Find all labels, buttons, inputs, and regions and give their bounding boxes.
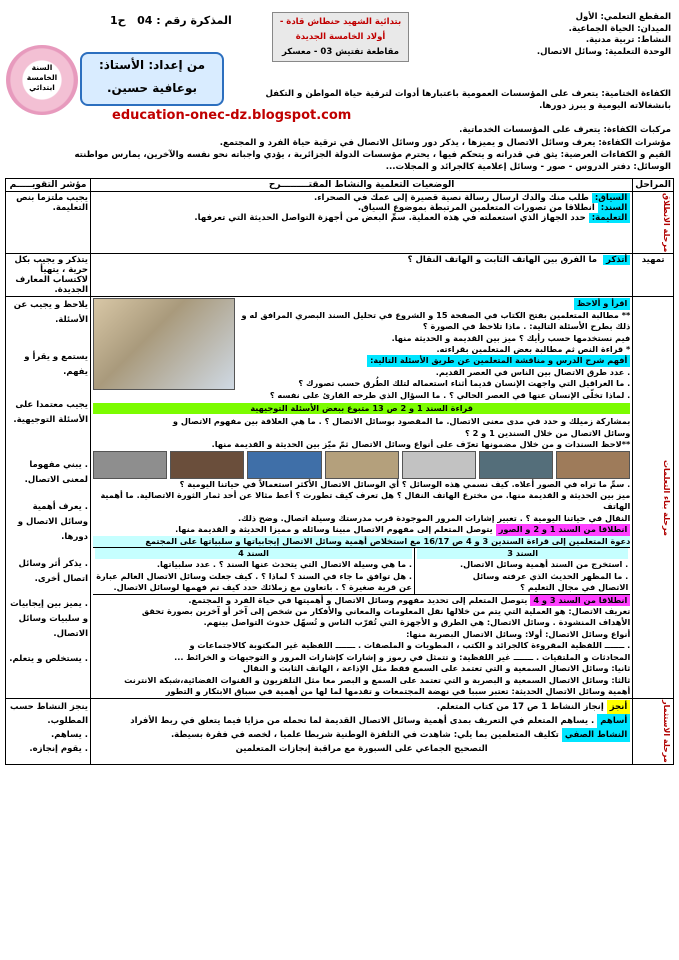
competency-line: الكفاءة الختامية: يتعرف على المؤسسات العمومية باعتبارها أدوات لترقية حياة المواطن و التكفل — [265, 89, 671, 99]
intro-question: ما الفرق بين الهاتف الثابت و الهاتف النقال ؟ — [407, 255, 598, 266]
build-line: . لماذا تخلّى الإنسان عنها في العصر الحالي ؟ . ما السؤال الذي طرحه القارئ على نفسه ؟ — [269, 389, 631, 400]
media-image — [479, 451, 553, 479]
phase-intro: تمهيد — [633, 254, 674, 297]
sanad34-bar: انطلاقا من السند 3 و 4يتوصل المتعلم إلى تحديد مفهوم وسائل الاتصال و أهميتها في حياة الفرد و المجتمع. — [93, 595, 630, 606]
phase-build: مرحلة بناء التعلمات — [633, 297, 674, 699]
build-line: * قراءة النص ثم مطالبة بعض المتعلمين بقراءته. — [436, 343, 631, 354]
build-line: أفهم شرح الدرس و مناقشة المتعلمين عن طريق الأسئلة التالية: — [239, 355, 630, 366]
lesson-table — [5, 178, 674, 765]
phase-invest: مرحلة الاستثمار — [633, 699, 674, 765]
author-name: بوعافية حسين. — [106, 81, 198, 95]
invest-line: أنجزإنجاز النشاط 1 ص 17 من كتاب المتعلم. — [93, 700, 630, 714]
build-line: . ما العراقيل التي واجهت الإنسان قديما أثناء استعماله لتلك الطُرق حسب تصورك ؟ — [298, 378, 631, 389]
build-top — [93, 298, 630, 401]
invest-line: التصحيح الجماعي على السبورة مع مراقبة إنجازات المتعلمين — [235, 744, 488, 755]
build-line: . عدد طرق الاتصال بين الناس في العصر القديم. — [435, 366, 631, 377]
phase-launch: مرحلة الانطلاق — [633, 192, 674, 254]
meta-line: المقطع التعلمي: الأول — [575, 12, 671, 22]
define-line: أنواع وسائل الاتصال: أولا: وسائل الاتصال البصرية منها: — [406, 628, 631, 639]
read-observe-tag: اقرأ و ألاحظ — [574, 298, 630, 309]
define-line: المحادثات و الملتقيات . ـــــــ غير اللفظية: و تتمثل في رموز و إشارات كإشارات المرور و التوجيهات و الخرائط ... — [174, 651, 631, 662]
grade-line: ابتدائي — [29, 83, 55, 92]
context-line: السياق:طلب منك والدك ارسال رسالة نصية قصيرة إلى عمك في الصحراء. — [93, 193, 630, 203]
competency-line: مؤشرات الكفاءة: يعرف وسائل الاتصال و يميزها ، يذكر دور وسائل الاتصال في ترقية حياة الفرد و المجتمع. — [219, 137, 671, 148]
launch-eval: يجيب ملتزما بنص التعليمة. — [6, 192, 91, 254]
remember-tag: أتذكر — [603, 255, 630, 265]
competency-lines — [11, 88, 671, 173]
invest-content — [91, 699, 633, 765]
media-image — [325, 451, 399, 479]
grade-line: الخامسة — [26, 73, 58, 82]
sanad-3: السند 3 . استخرج من السند أهمية وسائل الاتصال. . ما المظهر الحديث الذي عرفته وسائل الاتصال في مجال التعليم ؟ — [414, 548, 630, 594]
media-image — [556, 451, 630, 479]
define-line: الأهداف المنشودة . وسائل الاتصال: هي الطرق و الأجهزة التي تُقرّب الناس و تُسهّل حدوث التواصل بينهم. — [203, 617, 631, 628]
call-bar: دعوة المتعلمين إلى قراءة السندين 3 و 4 ص 16/17 مع استخلاص أهمية وسائل الاتصال إيجابياتها و سلبياتها على المجتمع — [93, 536, 630, 547]
read-bar: قراءة السند 1 و 2 ص 13 متبوع ببعض الأسئلة التوجيهية — [93, 403, 630, 414]
sanad-4: السند 4 . ما هي وسيلة الاتصال التي يتحدث عنها السند ؟ . عدد سلبياتها. . هل توافق ما جاء في السند ؟ لماذا ؟ . كيف جعلت وسائل الاتصال العالم عبارة عن قرية صغيرة ؟ . باتعاون مع زملائك حدد كيف تم فهمها لوسائل الاتصال. — [96, 548, 412, 593]
grade-line: السنة — [31, 63, 53, 72]
launch-content — [91, 192, 633, 254]
build-text — [239, 298, 630, 401]
meta-line: الميدان: الحياة الجماعية. — [568, 23, 671, 34]
sanad-split — [93, 547, 630, 595]
instruction-line: التعليمة:حدد الجهاز الذي استعملته في هذه العملية. سمِّ البعض من أجهزة التواصل الحديثة التي تعرفها. — [93, 213, 630, 223]
competency-line: بانشغالاته اليومية و يبرز دورها. — [539, 101, 671, 112]
author-label: من إعداد: الأستاذ: — [98, 58, 206, 72]
media-image — [93, 451, 167, 479]
blog-url[interactable]: education-onec-dz.blogspot.com — [112, 108, 352, 123]
telegraph-image — [93, 298, 235, 390]
competency-line: الوسائل: دفتر الدروس - صور - وسائل إعلامية كالجرائد و المجلات... — [385, 162, 671, 173]
memo-number: المذكرة رقم : 04 ح1 — [110, 14, 232, 27]
col-eval: مؤشر التقويـــــم — [6, 179, 91, 192]
media-image — [247, 451, 321, 479]
define-line: ثانيا: وسائل الاتصال السمعية و التي تعتمد على السمع فقط مثل الإذاعة ، الهاتف الثابت و النقال — [243, 663, 631, 674]
school-box — [272, 12, 409, 62]
intro-content — [91, 254, 633, 297]
build-line: ** مطالبة المتعلمين بفتح الكتاب في الصفحة 15 و الشروع في تحليل السند البصري المرافق له و ذلك بطرح الأسئلة التالية: . ماذا تلاحظ في الصورة ؟ — [241, 309, 631, 332]
intro-eval: يتذكر و يجيب بكل حرية ، يتهيأ لاكتساب المعارف الجديدة. — [6, 254, 91, 297]
launch-bar: انطلاقا من السند 1 و 2 و الصوريتوصل المتعلم إلى مفهوم الاتصال مبينا وسائله و مميزا الحديثة و القديمة منها. — [93, 524, 630, 535]
define-line: . ـــــــ اللفظية المقروءة كالجرائد و الكتب ، المطويات و الملصقات . ـــــــ اللفظية غير المكتوبة كالاجتماعات و — [189, 640, 631, 651]
media-image — [170, 451, 244, 479]
build-line: . سمِّ ما تراه في الصور أعلاه. كيف نسمي هذه الوسائل ؟ أي الوسائل الاتصال الأكثر استعمالاً في حياتنا اليومية ؟ — [179, 478, 631, 489]
invest-line: أساهم. يساهم المتعلم في التعريف بمدى أهمية وسائل الاتصال القديمة لما تحمله من مزايا فيما يتعلق في ربط الأفراد — [93, 714, 630, 728]
competency-line: مركبات الكفاءة: يتعرف على المؤسسات الخدماتية. — [459, 125, 671, 136]
inspectorate: مقاطعة تفتيش 03 - معسكر — [282, 47, 399, 57]
school-name: بتدائية الشهيد حنطاش قادة - أولاد الخامسة الجديدة — [279, 17, 402, 42]
media-image — [402, 451, 476, 479]
invest-eval: ينجز النشاط حسب المطلوب. . يساهم. . يقوم إنجازه. — [6, 699, 91, 765]
define-line: أهمية وسائل الاتصال الحديثة: تعتبر سببا في نهضة المجتمعات و تقدمها لما لها من أهمية في سباق الابتكار و التطور — [165, 685, 631, 696]
support-line: السند:انطلاقا من تصورات المتعلمين المرتبطة بموضوع السياق. — [93, 203, 630, 213]
media-images — [93, 451, 630, 479]
define-line: ثالثا: وسائل الاتصال السمعية و البصرية و التي تعتمد على السمع و البصر معا مثل التلفزيون و القنوات الفضائية،شبكة الانترنت — [124, 674, 631, 685]
build-content — [91, 297, 633, 699]
build-line: بمشاركة زميلك و حدد في مدى معنى الاتصال. ما المقصود بوسائل الاتصال ؟ . ما هي العلاقة بين مفهوم الاتصال و — [172, 416, 631, 427]
col-phase: المراحل — [633, 179, 674, 192]
build-line: **لاحظ السندات و من خلال مضمونها تعرّف على أنواع وسائل الاتصال ثمّ ميّز بين الحديثة و القديمة منها. — [211, 439, 631, 450]
competency-line: القيم و الكفاءات العرضية: يثق في قدراته و يتحكم فيها ، يحترم مؤسسات الدولة الجزائرية ، يؤدي واجباته نحو نفسه والآخرين، يمارس مواطنته — [74, 149, 671, 160]
meta-line: الوحدة التعلمية: وسائل الاتصال. — [536, 47, 671, 58]
meta-line: النشاط: تربية مدنية. — [585, 35, 671, 46]
lesson-meta — [411, 12, 671, 59]
build-line: وسائل الاتصال من خلال السندين 1 و 2 ؟ — [465, 427, 631, 438]
build-line: فيم نستخدمها حسب رأيك ؟ ميز بين القديمة و الحديثة منها. — [391, 332, 631, 343]
build-eval: يلاحظ و يجيب عن الأسئلة. يستمع و يقرأ و يفهم. يجيب معتمدا على الأسئلة التوجيهية. . يبني مفهوما لمعنى الاتصال. . يعرف أهمية وسائل الاتصال و دورها. . يذكر أثر وسائل اتصال أخرى. . يميز بين إيجابيات و سلبيات وسائل الاتصال. . يستخلص و يتعلم. — [6, 297, 91, 699]
build-line: النقال في حياتنا اليومية ؟ . تعبير إشارات المرور الموجودة قرب مدرستك وسيلة اتصال. وضح ذلك. — [238, 512, 631, 523]
define-line: تعريف الاتصال: هو العملية التي يتم من خلالها نقل المعلومات والمعاني والأفكار من شخص إلى آخر أو آخرين بصورة تحقق — [141, 606, 631, 617]
build-line: ميز بين الحديثة و القديمة منها. من مخترع الهاتف النقال ؟ هل تعرف كيف تطورت ؟ أعط مثالا عن أحد ثمار الثورة الاتصالية. ما أهمية الهاتف — [100, 490, 631, 512]
col-activity: الوضعيات التعلمية والنشاط المقتـــــــــرح — [91, 179, 633, 192]
invest-line: النشاط الصفيتكليف المتعلمين بما يلي: شاهدت في التلفزة الوطنية شريطا علميا ، لخصه في فقرة بسيطة. — [93, 728, 630, 742]
